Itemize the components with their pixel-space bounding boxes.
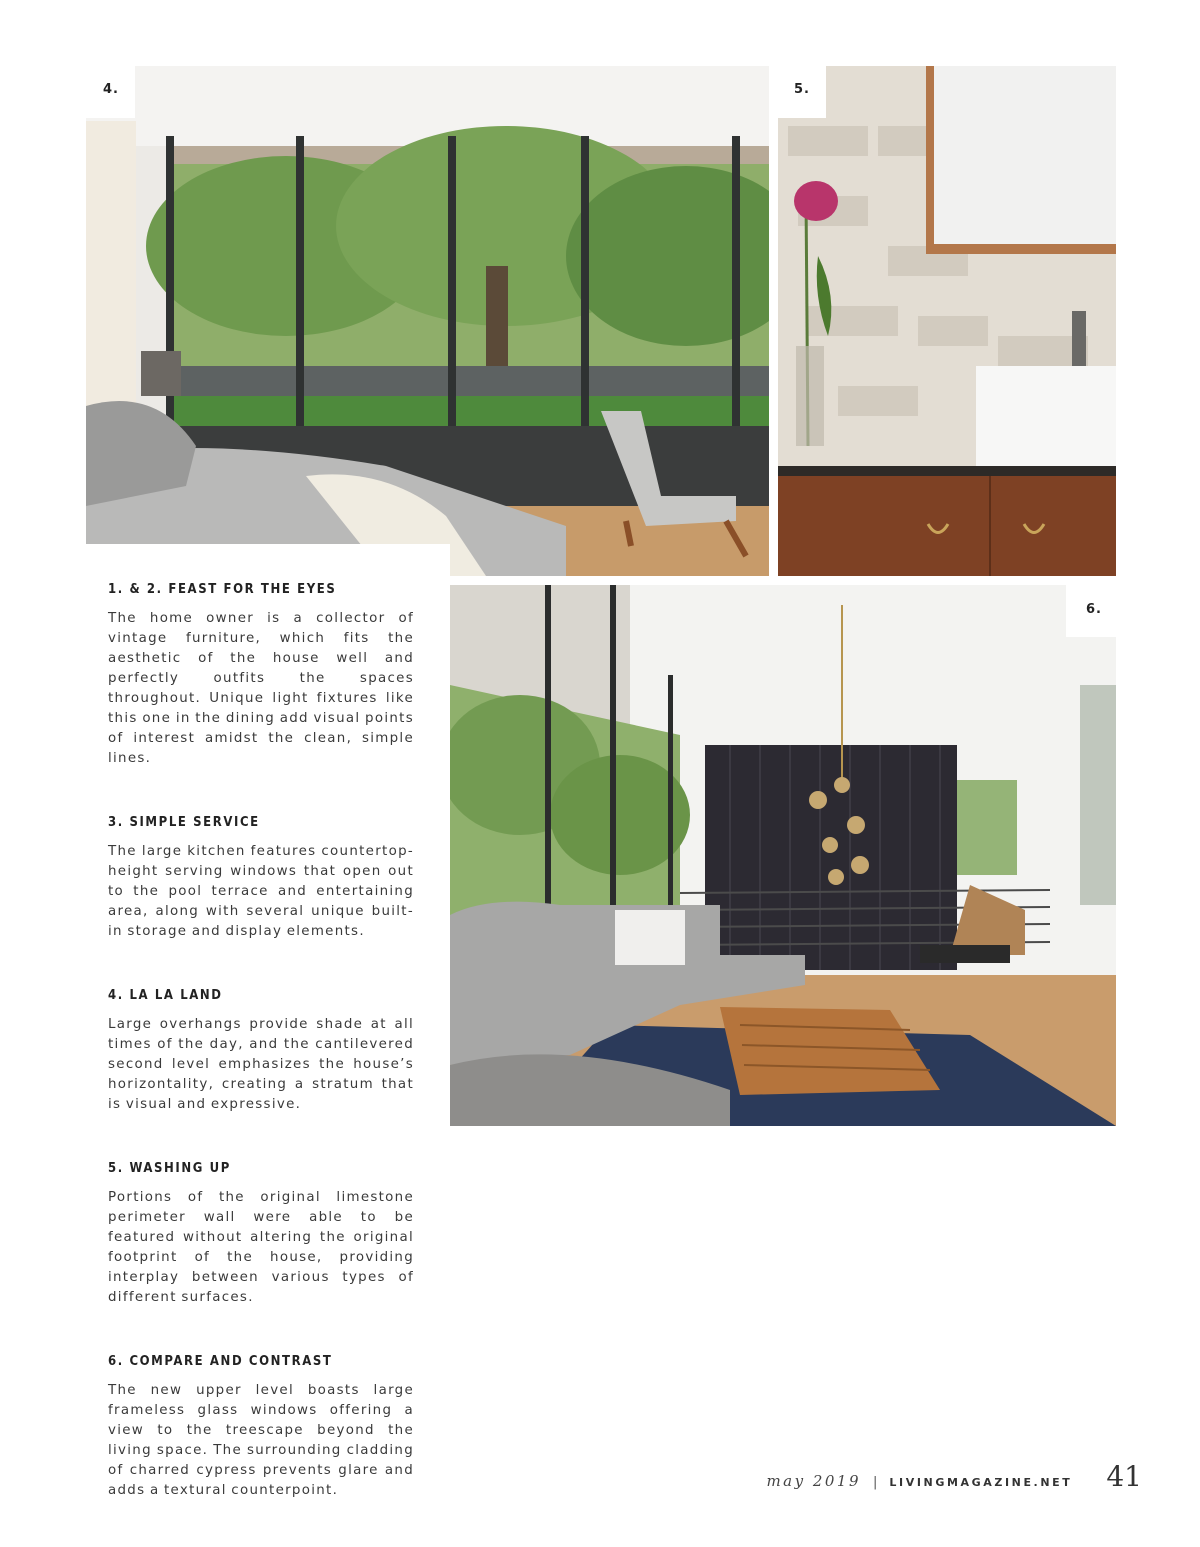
page-footer [766,1460,1142,1493]
footer-separator: | [873,1475,878,1490]
caption-body: Portions of the original limestone perimeter wall were able to be featured without altering the original footprint of the house, providing interplay between various types of different surfaces. [108,1190,414,1305]
photo-bedroom [86,66,769,576]
living-room-illustration [450,585,1116,1126]
caption-body: The home owner is a collector of vintage furniture, which fits the aesthetic of the house well and perfectly outfits the spaces throughout. Unique light fixtures like this one in the dining add visual points of interest amidst the clean, simple lines. [108,611,414,766]
caption-heading: 4. LA LA LAND [108,988,223,1003]
website-link[interactable]: LIVINGMAGAZINE.NET [889,1476,1073,1489]
caption-washing-up [108,1161,414,1308]
figure-5-number: 5. [794,82,810,97]
caption-feast-for-the-eyes [108,582,414,769]
figure-4-number: 4. [103,82,119,97]
photo-living-room [450,585,1116,1126]
caption-simple-service [108,815,414,942]
caption-compare-and-contrast [108,1354,414,1501]
caption-body: Large overhangs provide shade at all times of the day, and the cantilevered second level emphasizes the house’s horizontality, creating a stratum that is visual and expressive. [108,1017,414,1112]
text-column-notch [86,544,450,576]
caption-heading: 6. COMPARE AND CONTRAST [108,1354,333,1369]
bathroom-illustration [778,66,1116,576]
caption-body: The new upper level boasts large frameless glass windows offering a view to the treescape beyond the living space. The surrounding cladding of charred cypress prevents glare and adds a textural counterpoint. [108,1383,414,1498]
issue-date: may 2019 [766,1472,862,1490]
caption-heading: 5. WASHING UP [108,1161,231,1176]
bedroom-illustration [86,66,769,576]
caption-heading: 3. SIMPLE SERVICE [108,815,260,830]
caption-la-la-land [108,988,414,1115]
caption-column [108,582,414,1547]
photo-bathroom [778,66,1116,576]
caption-body: The large kitchen features countertop-height serving windows that open out to the pool terrace and entertaining area, along with several unique built-in storage and display elements. [108,844,414,939]
figure-6-number: 6. [1086,602,1102,617]
caption-heading: 1. & 2. FEAST FOR THE EYES [108,582,337,597]
page-number: 41 [1106,1460,1142,1493]
